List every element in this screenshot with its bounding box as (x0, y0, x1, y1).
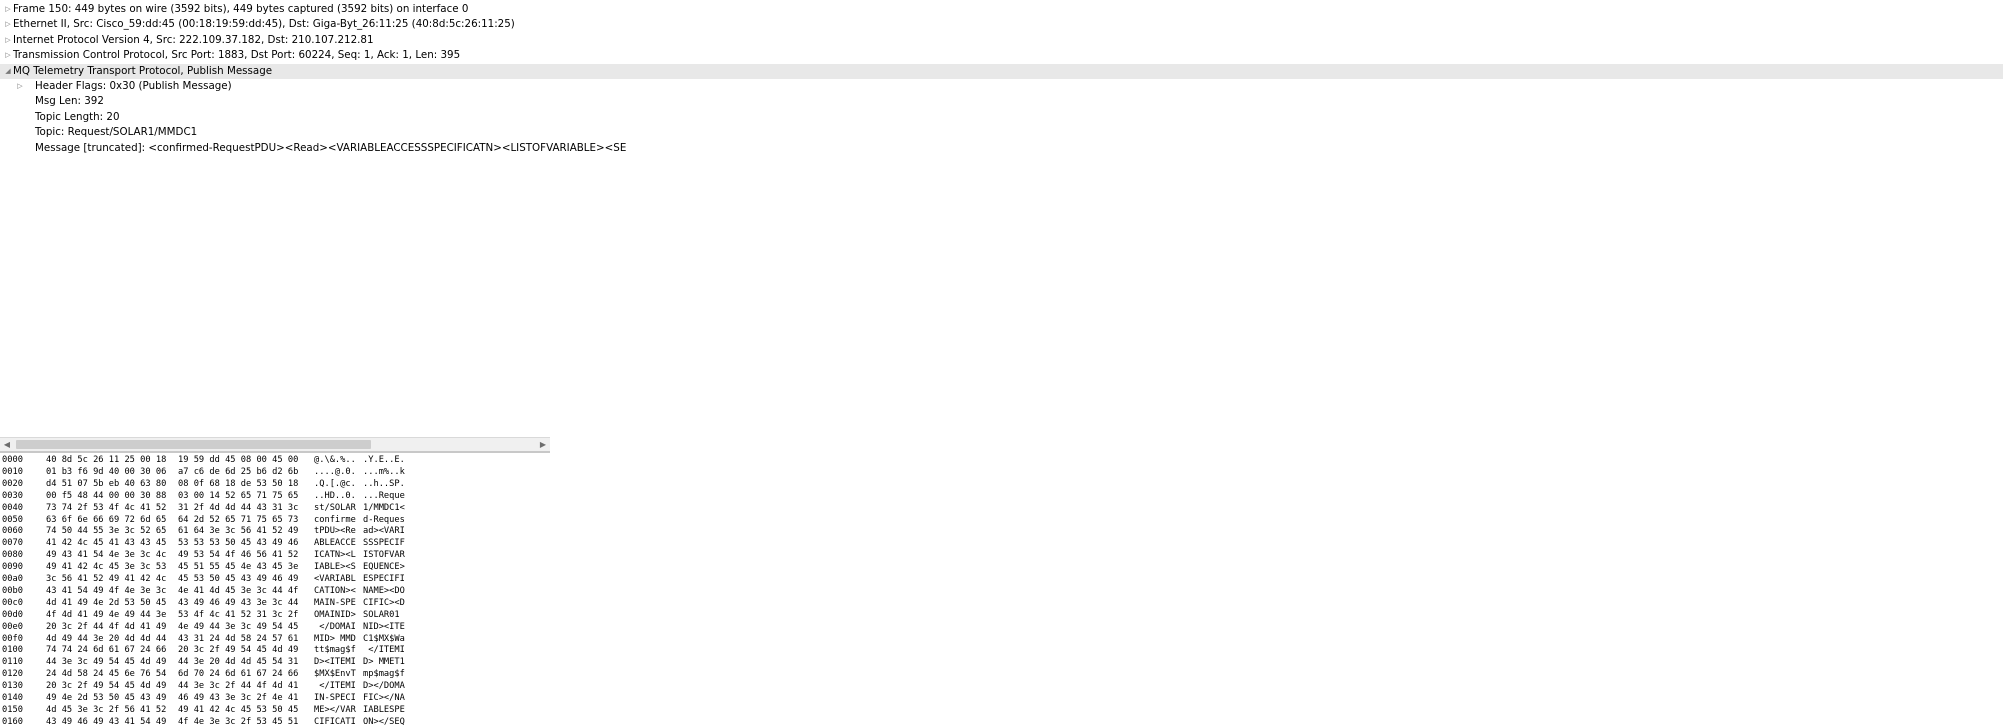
hex-row[interactable] (0, 537, 550, 549)
detail-row-text: Topic: Request/SOLAR1/MMDC1 (35, 126, 198, 139)
detail-row-text: Ethernet II, Src: Cisco_59:dd:45 (00:18:19:59:dd:45), Dst: Giga-Byt_26:11:25 (40:8d:5c:26:11:25) (13, 18, 515, 31)
ascii-second: mp$mag$f (363, 669, 405, 680)
ascii-second: C1$MX$Wa (363, 633, 405, 644)
hex-row[interactable] (0, 549, 550, 561)
hex-bytes-first: 49 4e 2d 53 50 45 43 49 (46, 693, 167, 703)
hex-offset: 0040 (2, 502, 23, 513)
ascii-second: ON></SEQ (363, 716, 405, 727)
ascii-second: .Y.E..E. (363, 455, 405, 465)
detail-tree-row[interactable] (0, 17, 2003, 32)
hex-offset: 0110 (2, 657, 23, 668)
detail-row-text: Header Flags: 0x30 (Publish Message) (35, 80, 232, 92)
hex-bytes-first: 43 49 46 49 43 41 54 49 (46, 716, 167, 727)
hex-bytes-second: 43 49 46 49 43 3e 3c 44 (178, 597, 299, 608)
hex-bytes-first: 20 3c 2f 49 54 45 4d 49 (46, 681, 167, 692)
hex-bytes-first: 4d 41 49 4e 2d 53 50 45 (46, 597, 167, 608)
ascii-first: CATION>< (314, 585, 356, 596)
hex-row[interactable] (0, 644, 550, 656)
hex-bytes-second: 4f 4e 3e 3c 2f 53 45 51 (178, 716, 299, 727)
hex-bytes-first: 01 b3 f6 9d 40 00 30 06 (46, 466, 167, 477)
ascii-first: CIFICATI (314, 716, 356, 727)
ascii-second: SOLAR01 (363, 609, 400, 620)
ascii-first: </ITEMI (314, 681, 356, 692)
hex-bytes-second: 19 59 dd 45 08 00 45 00 (178, 455, 299, 465)
hex-bytes-second: 31 2f 4d 4d 44 43 31 3c (178, 502, 299, 513)
hex-bytes-first: 3c 56 41 52 49 41 42 4c (46, 574, 167, 584)
hex-bytes-second: 53 4f 4c 41 52 31 3c 2f (178, 609, 299, 620)
hex-row[interactable] (0, 514, 550, 526)
hex-offset: 00f0 (2, 633, 23, 644)
hex-row[interactable] (0, 621, 550, 633)
ascii-second: 1/MMDC1< (363, 502, 405, 513)
hex-bytes-first: 4d 45 3e 3c 2f 56 41 52 (46, 704, 167, 715)
hex-offset: 00a0 (2, 574, 23, 584)
hex-bytes-first: d4 51 07 5b eb 40 63 80 (46, 478, 167, 489)
ascii-second: ad><VARI (363, 526, 405, 537)
detail-tree-row[interactable] (0, 33, 2003, 48)
hex-bytes-first: 43 41 54 49 4f 4e 3e 3c (46, 585, 167, 596)
ascii-first: tPDU><Re (314, 526, 356, 537)
ascii-second: NID><ITE (363, 621, 405, 632)
detail-tree-row[interactable] (0, 48, 2003, 63)
detail-row-text: Frame 150: 449 bytes on wire (3592 bits), 449 bytes captured (3592 bits) on interface 0 (13, 3, 469, 15)
ascii-first: $MX$EnvT (314, 669, 356, 680)
scroll-left-icon[interactable]: ◀ (3, 440, 11, 449)
hex-bytes-second: 08 0f 68 18 de 53 50 18 (178, 478, 299, 489)
hex-bytes-second: 44 3e 3c 2f 44 4f 4d 41 (178, 681, 299, 692)
detail-tree-row[interactable] (0, 94, 2015, 109)
hex-bytes-first: 41 42 4c 45 41 43 43 45 (46, 538, 167, 549)
hex-row[interactable] (0, 525, 550, 537)
detail-tree-row[interactable] (0, 125, 2015, 140)
ascii-second: NAME><DO (363, 585, 405, 596)
ascii-second: ...m%..k (363, 466, 405, 477)
detail-row-text: Msg Len: 392 (35, 95, 104, 108)
ascii-first: st/SOLAR (314, 502, 356, 513)
hex-bytes-first: 00 f5 48 44 00 00 30 88 (46, 490, 167, 501)
hex-row[interactable] (0, 490, 550, 502)
ascii-second: ESPECIFI (363, 574, 405, 584)
ascii-second: ..h..SP. (363, 478, 405, 489)
packet-details-pane (0, 0, 627, 437)
hex-row[interactable] (0, 585, 550, 597)
hex-offset: 0050 (2, 514, 23, 525)
hex-offset: 0100 (2, 645, 23, 656)
hex-bytes-first: 4f 4d 41 49 4e 49 44 3e (46, 609, 167, 620)
hex-row[interactable] (0, 704, 550, 716)
ascii-second: CIFIC><D (363, 597, 405, 608)
detail-tree-row[interactable] (0, 141, 2015, 156)
ascii-first: .Q.[.@c. (314, 478, 356, 489)
hex-row[interactable] (0, 502, 550, 514)
hex-bytes-first: 44 3e 3c 49 54 45 4d 49 (46, 657, 167, 668)
hex-offset: 0160 (2, 716, 23, 727)
packet-bytes-pane (0, 453, 550, 727)
hex-bytes-first: 73 74 2f 53 4f 4c 41 52 (46, 502, 167, 513)
hex-bytes-first: 63 6f 6e 66 69 72 6d 65 (46, 514, 167, 525)
hex-row[interactable] (0, 656, 550, 668)
hex-offset: 0010 (2, 466, 23, 477)
hex-bytes-first: 49 41 42 4c 45 3e 3c 53 (46, 562, 167, 573)
hex-offset: 0080 (2, 550, 23, 561)
detail-tree-row[interactable] (0, 79, 2015, 94)
collapse-arrow-icon[interactable]: ◢ (5, 66, 11, 75)
ascii-second: ...Reque (363, 490, 405, 501)
hex-row[interactable] (0, 561, 550, 573)
detail-tree-row[interactable] (0, 110, 2015, 125)
hex-offset: 0150 (2, 704, 23, 715)
hex-bytes-second: 46 49 43 3e 3c 2f 4e 41 (178, 693, 299, 703)
hex-bytes-second: 49 41 42 4c 45 53 50 45 (178, 704, 299, 715)
hex-offset: 00b0 (2, 585, 23, 596)
ascii-first: OMAINID> (314, 609, 356, 620)
expand-arrow-icon[interactable]: ▷ (5, 51, 11, 60)
detail-row-text: Internet Protocol Version 4, Src: 222.109.37.182, Dst: 210.107.212.81 (13, 33, 374, 46)
hex-row[interactable] (0, 716, 550, 728)
ascii-first: confirme (314, 514, 356, 525)
detail-row-text: Transmission Control Protocol, Src Port: 1883, Dst Port: 60224, Seq: 1, Ack: 1, Len: 395 (13, 49, 461, 62)
hex-bytes-first: 24 4d 58 24 45 6e 76 54 (46, 669, 167, 680)
ascii-second: ISTOFVAR (363, 550, 405, 561)
ascii-second: D></DOMA (363, 681, 405, 692)
ascii-first: D><ITEMI (314, 657, 356, 668)
ascii-second: D> MMET1 (363, 657, 405, 668)
ascii-first: </DOMAI (314, 621, 356, 632)
hex-bytes-first: 4d 49 44 3e 20 4d 4d 44 (46, 633, 167, 644)
scrollbar-thumb[interactable] (16, 440, 371, 449)
ascii-first: ICATN><L (314, 550, 356, 561)
hex-bytes-second: 43 31 24 4d 58 24 57 61 (178, 633, 299, 644)
hex-bytes-second: 4e 49 44 3e 3c 49 54 45 (178, 621, 299, 632)
ascii-first: @.\&.%.. (314, 455, 356, 465)
hex-bytes-second: 44 3e 20 4d 4d 45 54 31 (178, 657, 299, 668)
hex-row[interactable] (0, 573, 550, 585)
ascii-second: </ITEMI (363, 645, 405, 656)
hex-bytes-second: 4e 41 4d 45 3e 3c 44 4f (178, 585, 299, 596)
hex-bytes-second: 03 00 14 52 65 71 75 65 (178, 490, 299, 501)
hex-offset: 0020 (2, 478, 23, 489)
expand-arrow-icon[interactable]: ▷ (17, 82, 23, 90)
hex-offset: 0090 (2, 562, 23, 573)
ascii-first: IN-SPECI (314, 693, 356, 703)
detail-row-text: MQ Telemetry Transport Protocol, Publish Message (13, 64, 273, 77)
expand-arrow-icon[interactable]: ▷ (5, 35, 11, 44)
hex-bytes-first: 40 8d 5c 26 11 25 00 18 (46, 455, 167, 465)
hex-bytes-second: 45 51 55 45 4e 43 45 3e (178, 562, 299, 573)
ascii-first: ABLEACCE (314, 538, 356, 549)
hex-row[interactable] (0, 609, 550, 621)
hex-offset: 0000 (2, 455, 23, 465)
hex-bytes-first: 74 50 44 55 3e 3c 52 65 (46, 526, 167, 537)
hex-bytes-second: 53 53 53 50 45 43 49 46 (178, 538, 299, 549)
hex-bytes-second: a7 c6 de 6d 25 b6 d2 6b (178, 466, 299, 477)
hex-offset: 0060 (2, 526, 23, 537)
hex-row[interactable] (0, 454, 550, 466)
hex-row[interactable] (0, 597, 550, 609)
hex-row[interactable] (0, 466, 550, 478)
hex-bytes-second: 64 2d 52 65 71 75 65 73 (178, 514, 299, 525)
ascii-first: ....@.0. (314, 466, 356, 477)
hex-offset: 00c0 (2, 597, 23, 608)
hex-bytes-second: 6d 70 24 6d 61 67 24 66 (178, 669, 299, 680)
detail-tree-row[interactable] (0, 2, 2003, 17)
ascii-first: ME></VAR (314, 704, 356, 715)
ascii-second: d-Reques (363, 514, 405, 525)
ascii-second: IABLESPE (363, 704, 405, 715)
scroll-right-icon[interactable]: ▶ (539, 440, 547, 449)
hex-bytes-first: 49 43 41 54 4e 3e 3c 4c (46, 550, 167, 561)
expand-arrow-icon[interactable]: ▷ (5, 20, 11, 29)
hex-offset: 0030 (2, 490, 23, 501)
hex-offset: 00d0 (2, 609, 23, 620)
hex-bytes-second: 45 53 50 45 43 49 46 49 (178, 574, 299, 584)
hex-row[interactable] (0, 668, 550, 680)
detail-row-text: Message [truncated]: <confirmed-RequestPDU><Read><VARIABLEACCESSSPECIFICATN><LISTOFVARIABLE><SE (35, 141, 627, 154)
hex-row[interactable] (0, 692, 550, 704)
ascii-first: IABLE><S (314, 562, 356, 573)
ascii-second: SSSPECIF (363, 538, 405, 549)
hex-bytes-first: 74 74 24 6d 61 67 24 66 (46, 645, 167, 656)
hex-row[interactable] (0, 478, 550, 490)
hex-offset: 0140 (2, 693, 23, 703)
ascii-first: MAIN-SPE (314, 597, 356, 608)
hex-offset: 0130 (2, 681, 23, 692)
ascii-first: tt$mag$f (314, 645, 356, 656)
hex-bytes-second: 61 64 3e 3c 56 41 52 49 (178, 526, 299, 537)
detail-tree-row[interactable] (0, 64, 2003, 79)
hex-bytes-second: 20 3c 2f 49 54 45 4d 49 (178, 645, 299, 656)
horizontal-scrollbar[interactable] (0, 437, 550, 451)
hex-row[interactable] (0, 633, 550, 645)
hex-offset: 00e0 (2, 621, 23, 632)
hex-row[interactable] (0, 680, 550, 692)
expand-arrow-icon[interactable]: ▷ (5, 5, 11, 13)
ascii-second: EQUENCE> (363, 562, 405, 573)
ascii-first: ..HD..0. (314, 490, 356, 501)
hex-bytes-second: 49 53 54 4f 46 56 41 52 (178, 550, 299, 561)
hex-offset: 0120 (2, 669, 23, 680)
ascii-first: <VARIABL (314, 574, 356, 584)
hex-bytes-first: 20 3c 2f 44 4f 4d 41 49 (46, 621, 167, 632)
ascii-first: MID> MMD (314, 633, 356, 644)
detail-row-text: Topic Length: 20 (35, 110, 120, 123)
wireshark-window (0, 0, 627, 727)
hex-offset: 0070 (2, 538, 23, 549)
ascii-second: FIC></NA (363, 693, 405, 703)
